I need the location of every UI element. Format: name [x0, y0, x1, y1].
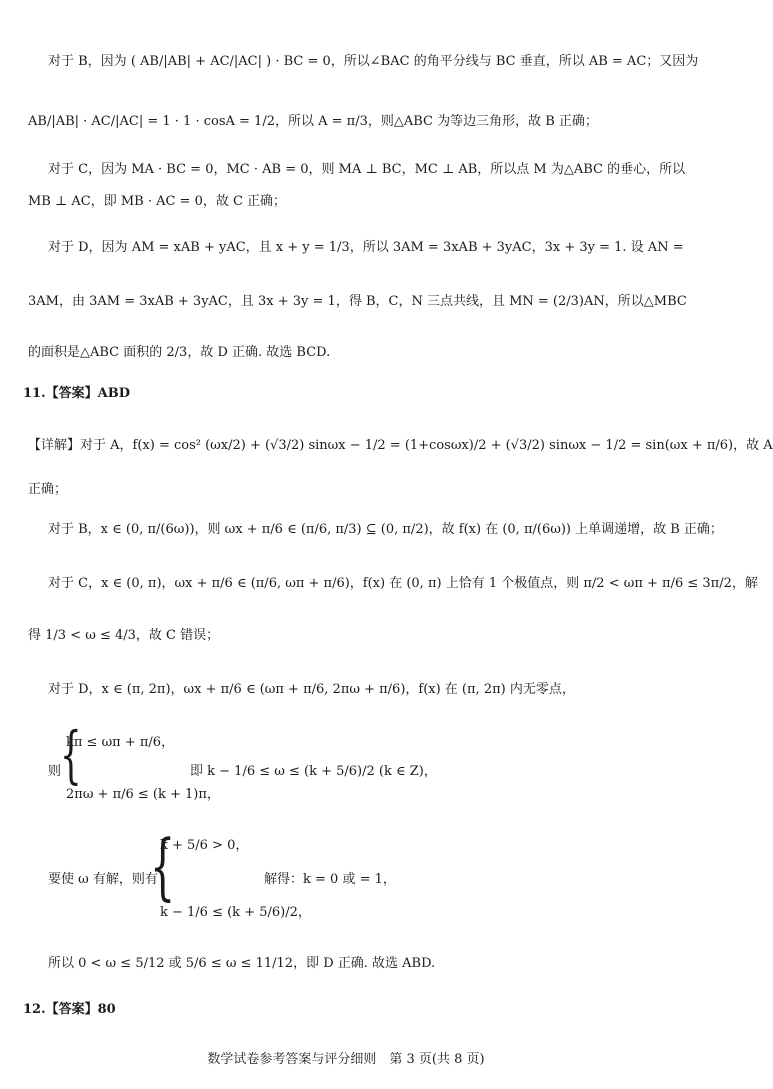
text-line: 对于 D，x ∈ (π, 2π)，ωx + π/6 ∈ (ωπ + π/6, 2πω + π/6)，f(x) 在 (π, 2π) 内无零点，: [48, 682, 575, 697]
system-line: k − 1/6 ≤ (k + 5/6)/2，: [160, 905, 311, 920]
text-line: 【详解】对于 A，f(x) = cos² (ωx/2) + (√3/2) sinωx − 1/2 = (1+cosωx)/2 + (√3/2) sinωx − 1/2 = sin(ωx + π/6)，故 A: [28, 438, 773, 453]
text-line: 对于 B，因为 ( AB/|AB| + AC/|AC| ) · BC = 0，所以∠BAC 的角平分线与 BC 垂直，所以 AB = AC；又因为: [48, 54, 699, 69]
text-line: 对于 D，因为 AM = xAB + yAC，且 x + y = 1/3，所以 3AM = 3xAB + 3yAC，3x + 3y = 1. 设 AN =: [48, 240, 684, 255]
system-line: k + 5/6 > 0，: [160, 838, 249, 853]
text-line: 所以 0 < ω ≤ 5/12 或 5/6 ≤ ω ≤ 11/12，即 D 正确. 故选 ABD.: [48, 956, 436, 971]
text-line: 3AM，由 3AM = 3xAB + 3yAC，且 3x + 3y = 1，得 B，C，N 三点共线，且 MN = (2/3)AN，所以△MBC: [28, 294, 687, 309]
text-line: 得 1/3 < ω ≤ 4/3，故 C 错误；: [28, 628, 220, 643]
text-line: 对于 C，x ∈ (0, π)，ωx + π/6 ∈ (π/6, ωπ + π/6)，f(x) 在 (0, π) 上恰有 1 个极值点，则 π/2 < ωπ + π/6 ≤ 3π/2，解: [48, 576, 758, 591]
text-line: 对于 B，x ∈ (0, π/(6ω))，则 ωx + π/6 ∈ (π/6, π/3) ⊆ (0, π/2)，故 f(x) 在 (0, π/(6ω)) 上单调递增，故 B 正确；: [48, 522, 723, 537]
system-line: 2πω + π/6 ≤ (k + 1)π，: [66, 787, 220, 802]
answer-heading: 11.【答案】ABD: [23, 386, 130, 401]
text-line: 对于 C，因为 MA · BC = 0，MC · AB = 0，则 MA ⊥ BC，MC ⊥ AB，所以点 M 为△ABC 的垂心，所以: [48, 162, 686, 177]
page-footer: 数学试卷参考答案与评分细则 第 3 页(共 8 页): [207, 1052, 485, 1067]
brace-icon: {: [60, 718, 82, 791]
text-line: 要使 ω 有解，则有: [48, 872, 158, 887]
text-line: 即 k − 1/6 ≤ ω ≤ (k + 5/6)/2 (k ∈ Z)，: [190, 764, 437, 779]
text-line: 正确；: [28, 482, 68, 497]
text-line: MB ⊥ AC，即 MB · AC = 0，故 C 正确；: [28, 194, 287, 209]
text-line: AB/|AB| · AC/|AC| = 1 · 1 · cosA = 1/2，所以 A = π/3，则△ABC 为等边三角形，故 B 正确；: [28, 114, 598, 129]
text-line: 则: [48, 764, 62, 779]
text-line: 的面积是△ABC 面积的 2/3，故 D 正确. 故选 BCD.: [28, 345, 331, 360]
answer-heading: 12.【答案】80: [23, 1002, 116, 1017]
brace-icon: {: [150, 824, 176, 908]
system-line: kπ ≤ ωπ + π/6，: [66, 735, 175, 750]
text-line: 解得：k = 0 或 = 1，: [264, 872, 396, 887]
